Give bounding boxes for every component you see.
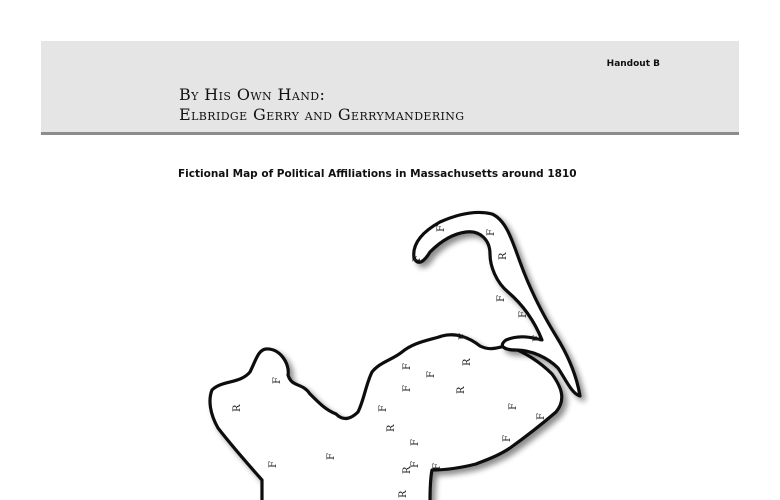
district-label: R [498, 252, 509, 260]
district-label: F [410, 439, 421, 446]
mainland-outline [210, 335, 562, 500]
title-line-1: By His Own Hand: [179, 85, 326, 104]
district-label: F [532, 335, 543, 342]
district-label: F [326, 453, 337, 460]
district-label: R [398, 490, 409, 498]
district-label: R [402, 466, 413, 474]
handout-label: Handout B [606, 59, 660, 69]
district-label: F [402, 363, 413, 370]
district-label: F [518, 311, 529, 318]
district-label: R [232, 404, 243, 412]
district-label: F [432, 463, 443, 470]
district-label: F [410, 461, 421, 468]
district-label: F [496, 295, 507, 302]
district-label: F [486, 229, 497, 236]
district-label: F [436, 225, 447, 232]
district-label: F [502, 435, 513, 442]
district-label: F [458, 333, 469, 340]
district-label: F [536, 413, 547, 420]
district-label: F [426, 371, 437, 378]
district-label: R [386, 424, 397, 432]
map-caption: Fictional Map of Political Affiliations in Massachusetts around 1810 [178, 168, 577, 180]
district-label: F [272, 377, 283, 384]
title-line-2: Elbridge Gerry and Gerrymandering [179, 105, 465, 124]
district-label: R [456, 386, 467, 394]
district-label: R [462, 358, 473, 366]
district-label: F [268, 461, 279, 468]
district-label: F [378, 405, 389, 412]
district-label: F [412, 255, 423, 262]
district-label: F [402, 385, 413, 392]
district-label: F [508, 403, 519, 410]
